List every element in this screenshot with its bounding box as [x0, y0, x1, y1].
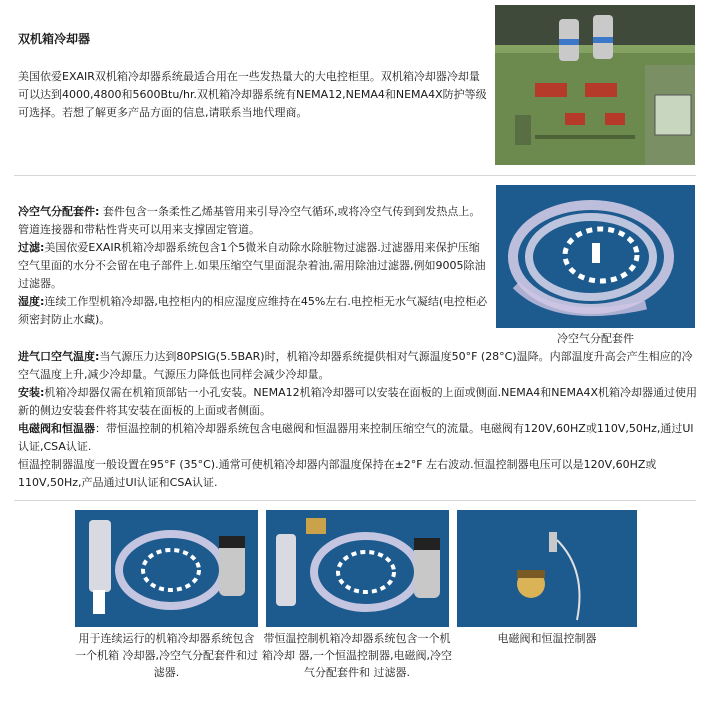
tubing-kit-caption: 冷空气分配套件	[557, 332, 634, 345]
humidity-paragraph: 湿度:连续工作型机箱冷却器,电控柜内的相应湿度应维持在45%左右.电控柜无水气凝结(电控柜必须密封防止水藏)。	[18, 295, 488, 326]
inlet-temp-paragraph: 进气口空气温度:当气源压力达到80PSIG(5.5BAR)时，机箱冷却器系统提供相对气源温度50°F (28°C)温降。内部温度升高会产生相应的冷空气温度上升,减少冷却量。气源压力降低也同样会减少冷却量。	[18, 350, 693, 381]
solenoid-thermostat-caption: 电磁阀和恒温控制器	[497, 632, 597, 645]
cabinet-photo	[495, 5, 695, 165]
thermostat-system-photo	[266, 510, 449, 627]
tubing-kit-photo	[496, 185, 695, 328]
divider	[14, 500, 696, 501]
page-title: 双机箱冷却器	[18, 32, 91, 46]
solenoid-thermostat-photo	[457, 510, 637, 627]
continuous-system-caption: 用于连续运行的机箱冷却器系统包含一个机箱 冷却器,冷空气分配套件和过滤器.	[75, 632, 258, 679]
installation-paragraph: 安装:机箱冷却器仅需在机箱顶部钻一小孔安装。NEMA12机箱冷却器可以安装在面板的上面或侧面.NEMA4和NEMA4X机箱冷却器通过使用新的侧边安装套件将其安装在面板的上面或者侧面。	[18, 386, 698, 417]
specs-section	[18, 348, 698, 492]
accessories-section	[18, 203, 490, 329]
continuous-system-photo	[75, 510, 258, 627]
divider	[14, 175, 696, 176]
thermostat-paragraph: 恒温控制器温度一般设置在95°F (35°C).通常可使机箱冷却器内部温度保持在±2°F 左右波动.恒温控制器电压可以是120V,60HZ或110V,50Hz,产品通过Ul认证和CSA认证.	[18, 458, 657, 489]
thermostat-system-caption: 带恒温控制机箱冷却器系统包含一个机箱冷却 器,一个恒温控制器,电磁阀,冷空气分配套件和 过滤器.	[262, 632, 452, 679]
intro-paragraph: 美国依爱EXAIR双机箱冷却器系统最适合用在一些发热量大的大电控柜里。双机箱冷却器冷却量可以达到4000,4800和5600Btu/hr.双机箱冷却器系统有NEMA12,NEMA4和NEMA4X防护等级可选择。若想了解更多产品方面的信息,请联系当地代理商。	[18, 70, 487, 119]
filter-paragraph: 过滤:美国依爱EXAIR机箱冷却器系统包含1个5微米自动除水除脏物过滤器.过滤器用来保护压缩空气里面的水分不会留在电子部件上.如果压缩空气里面混杂着油,需用除油过滤器,例如9005除油过滤器。	[18, 241, 486, 290]
solenoid-paragraph: 电磁阀和恒温器：带恒温控制的机箱冷却器系统包含电磁阀和恒温器用来控制压缩空气的流量。电磁阀有120V,60HZ或110V,50Hz,通过Ul认证,CSA认证.	[18, 422, 694, 453]
kit-paragraph: 冷空气分配套件: 套件包含一条柔性乙烯基管用来引导冷空气循环,或将冷空气传到到发热点上。管道连接器和带粘性背夹可以用来支撑固定管道。	[18, 205, 481, 236]
